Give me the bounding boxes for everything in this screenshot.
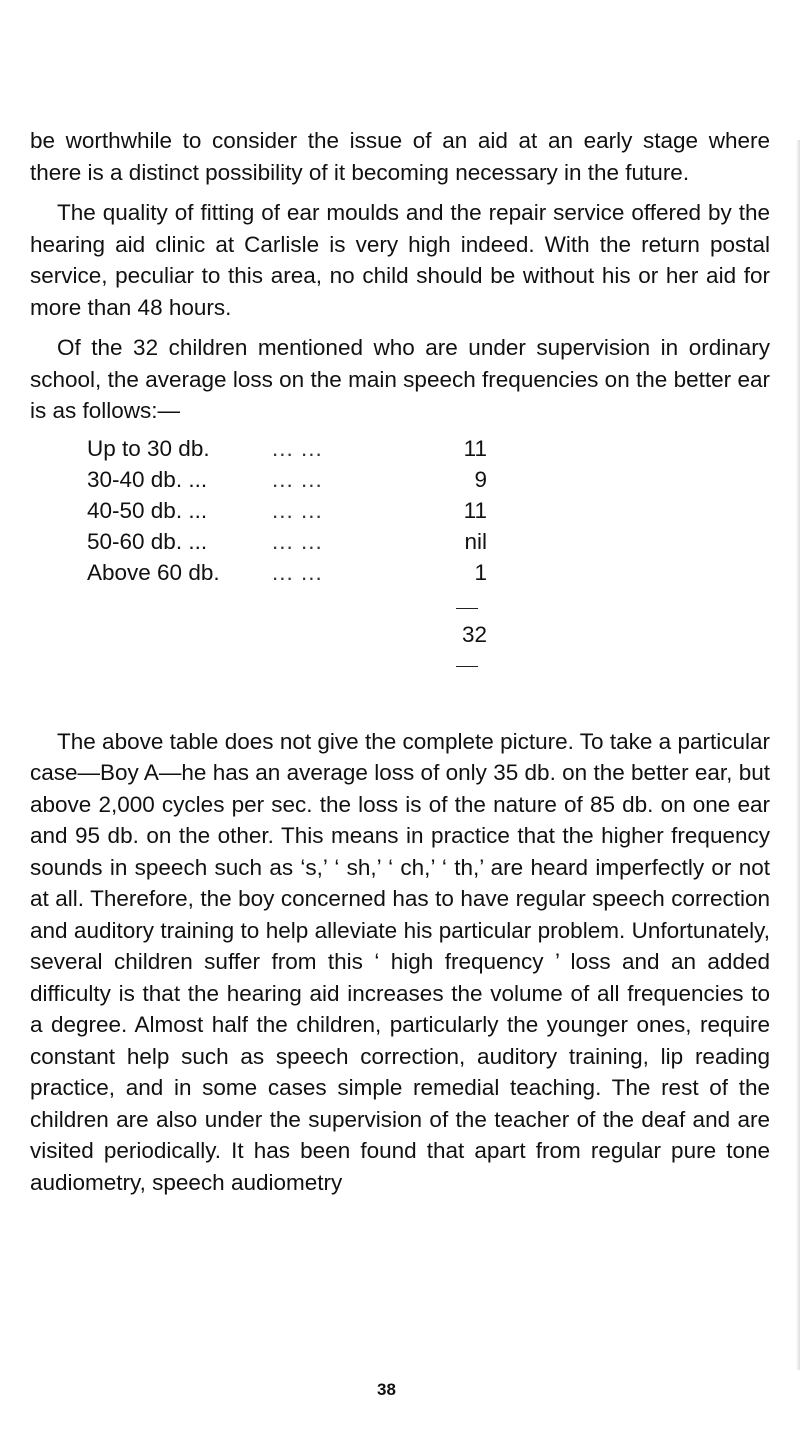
page-number: 38 xyxy=(377,1380,396,1399)
paragraph-2: The quality of fitting of ear moulds and the repair service offered by the hearing aid clinic at Carlisle is very high indeed. With the return postal service, peculiar to this area, no child should be without his or her aid for more than 48 hours. xyxy=(30,200,770,320)
dot-leader: ... ... xyxy=(272,435,323,461)
document-page xyxy=(30,125,770,1207)
row-label: 30-40 db. ... xyxy=(87,466,208,492)
row-value: 11 xyxy=(463,497,487,523)
dot-leader: ... ... xyxy=(272,497,323,523)
total-rule-top xyxy=(456,608,478,609)
table-row xyxy=(87,529,487,560)
table-row xyxy=(87,560,487,591)
hearing-loss-table xyxy=(30,436,770,726)
total-rule-bottom xyxy=(456,666,478,667)
paragraph-4: The above table does not give the complete picture. To take a particular case—Boy A—he has an average loss of only 35 db. on the better ear, but above 2,000 cycles per sec. the loss is of the nature of 85 db. on one ear and 95 db. on the other. This means in practice that the higher frequency sounds in speech such as ‘s,’ ‘ sh,’ ‘ ch,’ ‘ th,’ are heard imperfectly or not at all. Therefore, the boy concerned has to have regular speech correction and auditory training to help alleviate his particular problem. Unfortunately, several children suffer from this ‘ high frequency ’ loss and an added difficulty is that the hearing aid increases the volume of all frequencies to a degree. Almost half the children, particularly the younger ones, require constant help such as speech correction, auditory training, lip reading practice, and in some cases simple remedial teaching. The rest of the children are also under the supervision of the teacher of the deaf and are visited periodically. It has been found that apart from regular pure tone audiometry, speech audiometry xyxy=(30,728,770,1195)
paragraph-3: Of the 32 children mentioned who are under supervision in ordinary school, the average loss on the main speech frequencies on the better ear is as follows:— xyxy=(30,335,770,423)
row-label: 40-50 db. ... xyxy=(87,497,208,523)
row-label: Above 60 db. xyxy=(87,559,220,585)
row-value: nil xyxy=(464,528,487,554)
row-value: 11 xyxy=(463,435,487,461)
paragraph-1: be worthwhile to consider the issue of an aid at an early stage where there is a distinct possibility of it becoming necessary in the future. xyxy=(30,128,770,185)
table-row xyxy=(87,498,487,529)
table-total: 32 xyxy=(461,621,487,647)
table-row xyxy=(87,436,487,467)
dot-leader: ... ... xyxy=(272,466,323,492)
table-row xyxy=(87,467,487,498)
row-label: Up to 30 db. xyxy=(87,435,210,461)
row-label: 50-60 db. ... xyxy=(87,528,208,554)
dot-leader: ... ... xyxy=(272,559,323,585)
dot-leader: ... ... xyxy=(272,528,323,554)
row-value: 1 xyxy=(474,559,487,585)
row-value: 9 xyxy=(474,466,487,492)
page-edge-shadow xyxy=(796,140,800,1370)
